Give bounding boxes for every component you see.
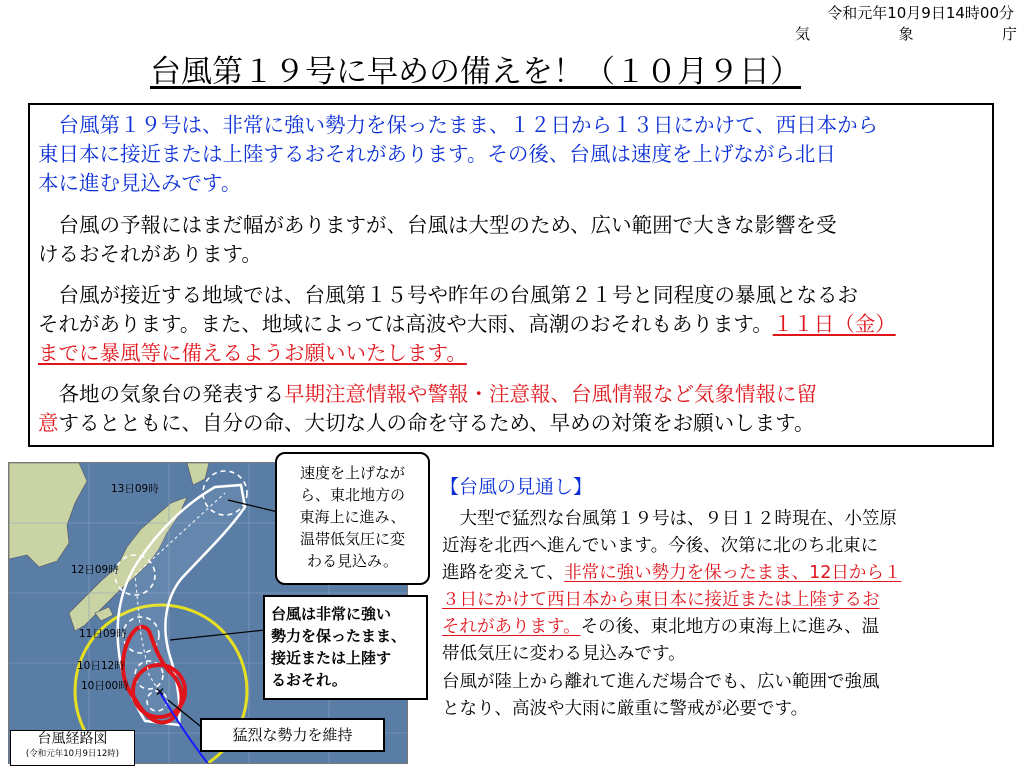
outlook-highlight: ３日にかけて西日本から東日本に接近または上陸するお: [442, 590, 880, 610]
outlook-highlight: 非常に強い勢力を保ったまま、12日から１: [564, 563, 902, 583]
time-label: 11日09時: [79, 628, 127, 640]
map-legend: [10, 730, 135, 766]
outlook-line: 近海を北西へ進んでいます。今後、次第に北のち北東に: [442, 536, 879, 556]
summary-paragraph-3: [38, 281, 988, 368]
text-line: 東日本に接近または上陸するおそれがあります。その後、台風は速度を上げながら北日: [38, 142, 836, 166]
page-title: 台風第１９号に早めの備えを！（１０月９日）: [150, 54, 801, 90]
text-line: 台風が接近する地域では、台風第１５号や昨年の台風第２１号と同程度の暴風となるお: [38, 283, 858, 307]
agency-char: 象: [898, 25, 914, 43]
callout-line: わる見込み。: [307, 552, 398, 570]
deadline-highlight: １１日（金）: [772, 312, 896, 336]
callout-line: 速度を上げなが: [299, 464, 405, 482]
time-label: 10日00時: [81, 680, 129, 692]
agency-char: 庁: [1001, 25, 1017, 43]
text-segment: 各地の気象台の発表する: [38, 382, 284, 406]
summary-box: [28, 103, 994, 447]
map-legend-title: 台風経路図: [37, 731, 108, 747]
info-highlight: 早期注意情報や警報・注意報、台風情報など気象情報に留: [284, 382, 817, 406]
deadline-request: までに暴風等に備えるようお願いいたします。: [38, 341, 467, 365]
info-highlight: 意: [38, 411, 59, 435]
typhoon-center-icon: ✕: [155, 685, 166, 699]
callout-line: 東海上に進み、: [299, 508, 406, 526]
outlook-heading: 【台風の見通し】: [440, 476, 593, 498]
callout-line: 温帯低気圧に変: [299, 530, 405, 548]
time-label: 12日09時: [71, 564, 119, 576]
time-label: 10日12時: [77, 660, 125, 672]
time-label: 13日09時: [111, 483, 159, 495]
callout-line: 接近または上陸す: [271, 649, 392, 667]
text-segment: その後、東北地方の東海上に進み、温: [580, 617, 880, 637]
text-line: [38, 310, 988, 339]
callout-line: るおそれ。: [271, 671, 347, 689]
text-line: [38, 409, 988, 438]
text-line: けるおそれがあります。: [38, 242, 262, 266]
outlook-line: 帯低気圧に変わる見込みです。: [442, 644, 686, 664]
text-line: 台風第１９号は、非常に強い勢力を保ったまま、１２日から１３日にかけて、西日本から: [38, 113, 879, 137]
callout-line: 勢力を保ったまま、: [271, 627, 407, 645]
text-segment: それがあります。また、地域によっては高波や大雨、高潮のおそれもあります。: [38, 312, 773, 336]
callout-northward-forecast: [275, 452, 430, 585]
outlook-line: [442, 560, 1017, 587]
text-line: 台風の予報にはまだ幅がありますが、台風は大型のため、広い範囲で大きな影響を受: [38, 213, 837, 237]
summary-paragraph-1: [38, 111, 988, 198]
outlook-line: [442, 614, 1017, 641]
callout-landfall-risk: [263, 595, 428, 700]
summary-paragraph-4: [38, 380, 988, 438]
map-legend-date: (令和元年10月9日12時): [25, 749, 120, 759]
agency-name: [795, 25, 1017, 43]
text-line: [38, 380, 988, 409]
outlook-line: 台風が陸上から離れて進んだ場合でも、広い範囲で強風: [442, 672, 880, 692]
outlook-highlight: それがあります。: [442, 617, 581, 637]
outlook-line: 大型で猛烈な台風第１９号は、９日１２時現在、小笠原: [442, 509, 897, 529]
callout-line: 台風は非常に強い: [271, 605, 392, 623]
callout-violent-strength: 猛烈な勢力を維持: [200, 718, 385, 752]
text-segment: するとともに、自分の命、大切な人の命を守るため、早めの対策をお願いします。: [58, 411, 815, 435]
outlook-line: となり、高波や大雨に厳重に警戒が必要です。: [442, 699, 809, 719]
summary-paragraph-2: [38, 211, 988, 269]
callout-line: ら、東北地方の: [299, 486, 405, 504]
text-segment: 進路を変えて、: [442, 563, 565, 583]
agency-char: 気: [795, 25, 811, 43]
text-line: 本に進む見込みです。: [38, 171, 242, 195]
issue-datetime: 令和元年10月9日14時00分: [827, 4, 1014, 22]
